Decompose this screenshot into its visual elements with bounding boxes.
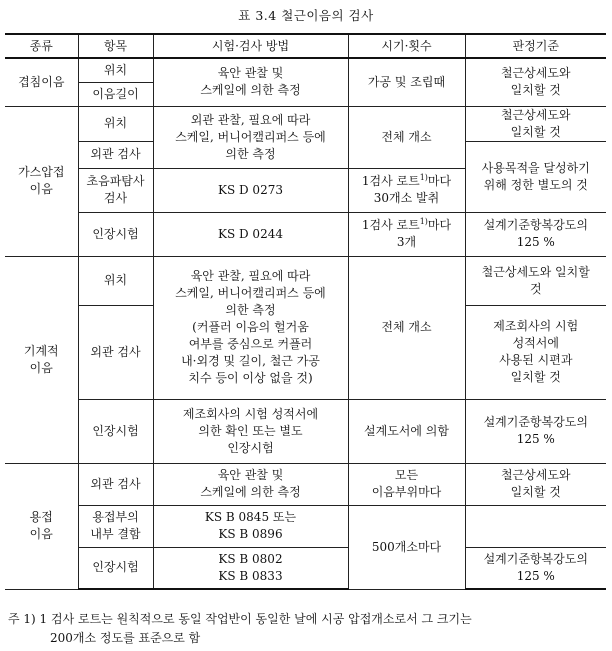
weld-method-tensile: KS B 0802 KS B 0833 bbox=[153, 547, 348, 589]
gas-criteria-tensile: 설계기준항복강도의 125 % bbox=[465, 212, 606, 256]
mech-item-tensile: 인장시험 bbox=[78, 399, 153, 463]
table-row bbox=[5, 505, 606, 547]
gas-method-ultrasonic: KS D 0273 bbox=[153, 168, 348, 212]
header-method: 시험·검사 방법 bbox=[153, 34, 348, 58]
weld-item-tensile: 인장시험 bbox=[78, 547, 153, 589]
mech-timing-all: 전체 개소 bbox=[348, 256, 465, 399]
weld-method-appearance: 육안 관찰 및 스케일에 의한 측정 bbox=[153, 463, 348, 505]
lap-item-length: 이음길이 bbox=[78, 82, 153, 106]
lap-method: 육안 관찰 및 스케일에 의한 측정 bbox=[153, 58, 348, 106]
mech-method-visual: 육안 관찰, 필요에 따라 스케일, 버니어캘리퍼스 등에 의한 측정 (커플러 이음의 헐거움 여부를 중심으로 커플러 내·외경 및 길이, 철근 가공 치수 등이 이상 없을 것) bbox=[153, 256, 348, 399]
weld-type: 용접 이음 bbox=[5, 463, 78, 589]
mech-type: 기계적 이음 bbox=[5, 256, 78, 463]
weld-item-appearance: 외관 검사 bbox=[78, 463, 153, 505]
gas-method-position: 외관 관찰, 필요에 따라 스케일, 버니어캘리퍼스 등에 의한 측정 bbox=[153, 106, 348, 168]
gas-timing-ultrasonic: 1검사 로트$^{1)}$마다 30개소 발취 bbox=[348, 168, 465, 212]
footnote-line-1: 주 1) 1 검사 로트는 원칙적으로 동일 작업반이 동일한 날에 시공 압접개소로서 그 크기는 bbox=[8, 612, 472, 626]
header-criteria: 판정기준 bbox=[465, 34, 606, 58]
gas-item-appearance: 외관 검사 bbox=[78, 141, 153, 168]
weld-item-internal: 용접부의 내부 결함 bbox=[78, 505, 153, 547]
lap-criteria: 철근상세도와 일치할 것 bbox=[465, 58, 606, 106]
weld-method-internal: KS B 0845 또는 KS B 0896 bbox=[153, 505, 348, 547]
lap-timing: 가공 및 조립때 bbox=[348, 58, 465, 106]
table-row bbox=[5, 212, 606, 256]
table-row bbox=[5, 399, 606, 463]
mech-item-position: 위치 bbox=[78, 256, 153, 305]
table-row bbox=[5, 256, 606, 305]
header-row bbox=[5, 34, 606, 58]
gas-item-tensile: 인장시험 bbox=[78, 212, 153, 256]
gas-item-ultrasonic: 초음파탐사 검사 bbox=[78, 168, 153, 212]
lap-item-position: 위치 bbox=[78, 58, 153, 82]
gas-method-tensile: KS D 0244 bbox=[153, 212, 348, 256]
gas-item-position: 위치 bbox=[78, 106, 153, 141]
header-timing: 시기·횟수 bbox=[348, 34, 465, 58]
lap-type: 겹침이음 bbox=[5, 58, 78, 106]
mech-criteria-appearance: 제조회사의 시험 성적서에 사용된 시편과 일치할 것 bbox=[465, 305, 606, 399]
rebar-splice-inspection-table bbox=[5, 33, 606, 590]
footnote bbox=[8, 610, 608, 648]
table-row bbox=[5, 547, 606, 589]
mech-criteria-position: 철근상세도와 일치할 것 bbox=[465, 256, 606, 305]
weld-timing-appearance: 모든 이음부위마다 bbox=[348, 463, 465, 505]
header-item: 항목 bbox=[78, 34, 153, 58]
weld-criteria-internal bbox=[465, 505, 606, 547]
table-row bbox=[5, 58, 606, 82]
weld-criteria-appearance: 철근상세도와 일치할 것 bbox=[465, 463, 606, 505]
weld-criteria-tensile: 설계기준항복강도의 125 % bbox=[465, 547, 606, 589]
header-type: 종류 bbox=[5, 34, 78, 58]
weld-timing-internal: 500개소마다 bbox=[348, 505, 465, 589]
gas-type: 가스압접 이음 bbox=[5, 106, 78, 256]
gas-criteria-position: 철근상세도와 일치할 것 bbox=[465, 106, 606, 141]
table-caption: 표 3.4 철근이음의 검사 bbox=[238, 8, 374, 23]
mech-method-tensile: 제조회사의 시험 성적서에 의한 확인 또는 별도 인장시험 bbox=[153, 399, 348, 463]
table-row bbox=[5, 463, 606, 505]
mech-timing-tensile: 설계도서에 의함 bbox=[348, 399, 465, 463]
gas-timing-all: 전체 개소 bbox=[348, 106, 465, 168]
gas-timing-tensile: 1검사 로트$^{1)}$마다 3개 bbox=[348, 212, 465, 256]
footnote-line-2: 200개소 정도를 표준으로 함 bbox=[50, 631, 201, 645]
mech-item-appearance: 외관 검사 bbox=[78, 305, 153, 399]
table-row bbox=[5, 106, 606, 141]
gas-criteria-purpose: 사용목적을 달성하기 위해 정한 별도의 것 bbox=[465, 141, 606, 212]
mech-criteria-tensile: 설계기준항복강도의 125 % bbox=[465, 399, 606, 463]
